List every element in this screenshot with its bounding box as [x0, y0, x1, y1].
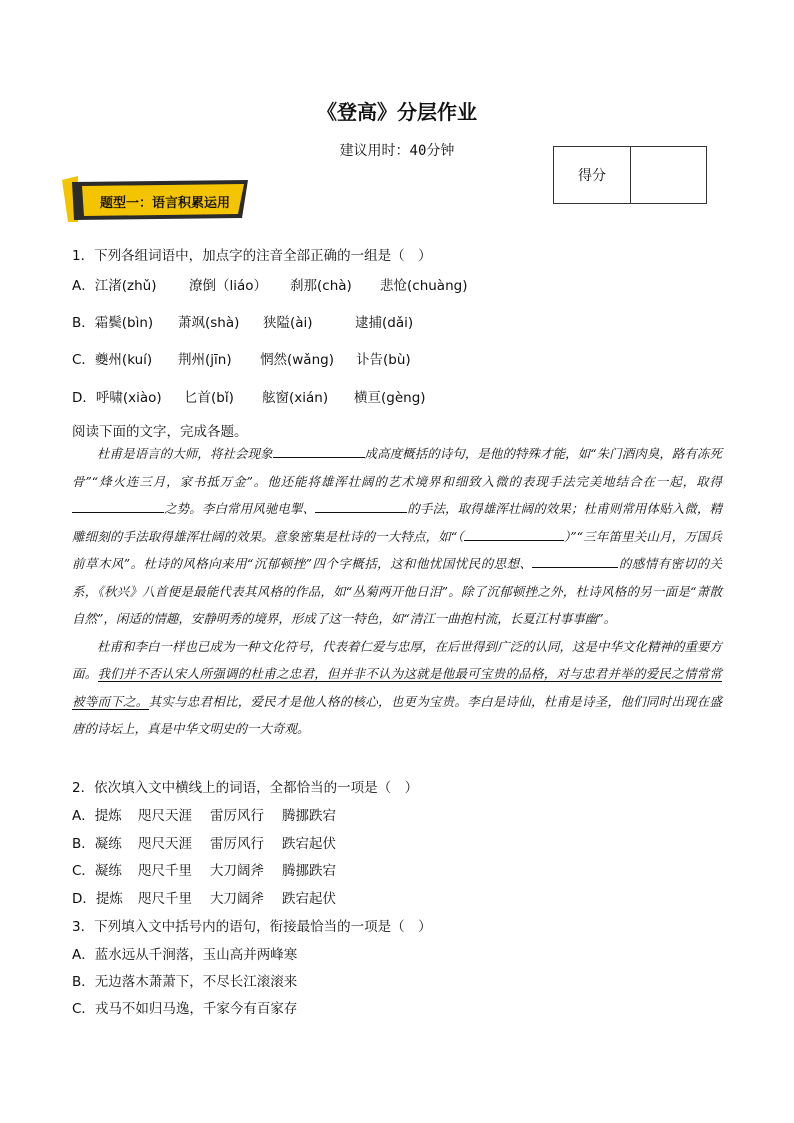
suggested-time: 建议用时：40分钟	[339, 143, 455, 159]
question-2-option-a[interactable]: A．提炼 咫尺天涯 雷厉风行 腾挪跌宕	[72, 808, 336, 824]
blank-3[interactable]	[315, 500, 407, 513]
page-title: 《登高》分层作业	[317, 100, 477, 124]
question-1-option-d[interactable]: D．呼啸(xiào) 匕首(bǐ) 舷窗(xián) 横亘(gèng)	[72, 390, 426, 406]
blank-4[interactable]	[532, 555, 618, 568]
score-box	[553, 146, 707, 204]
question-1-option-c[interactable]: C．夔州(kuí) 荆州(jīn) 惘然(wǎng) 讣告(bù)	[72, 352, 411, 368]
bracket-blank[interactable]	[464, 528, 564, 541]
question-3-option-c[interactable]: C．戎马不如归马逸，千家今有百家存	[72, 1001, 298, 1017]
question-2-option-b[interactable]: B．凝练 咫尺天涯 雷厉风行 跌宕起伏	[72, 836, 336, 852]
question-1-option-a[interactable]: A．江渚(zhǔ) 潦倒（liáo） 刹那(chà) 悲怆(chuàng)	[72, 278, 468, 294]
passage-paragraph-2: 杜甫和李白一样也已成为一种文化符号，代表着仁爱与忠厚，在后世得到广泛的认同，这是中华文化精神的重要方面。我们并不否认宋人所强调的杜甫之忠君，但并非不认为这就是他最可宝贵的品格，对与忠君并举的爱民之情常常被等而下之。其实与忠君相比，爱民才是他人格的核心，也更为宝贵。李白是诗仙，杜甫是诗圣，他们同时出现在盛唐的诗坛上，真是中华文明史的一大奇观。	[72, 638, 723, 736]
score-value-cell[interactable]	[631, 147, 706, 203]
reading-prompt: 阅读下面的文字，完成各题。	[72, 424, 248, 440]
blank-2[interactable]	[72, 500, 164, 513]
score-label: 得分	[554, 147, 631, 203]
question-3-stem: 3．下列填入文中括号内的语句，衔接最恰当的一项是（ ）	[72, 919, 432, 935]
blank-1[interactable]	[273, 445, 365, 458]
question-1-option-b[interactable]: B．霜鬓(bìn) 萧飒(shà) 狭隘(ài) 逮捕(dǎi)	[72, 315, 414, 331]
reading-passage	[72, 440, 722, 743]
question-3-option-b[interactable]: B．无边落木萧萧下，不尽长江滚滚来	[72, 974, 298, 990]
question-2-stem: 2．依次填入文中横线上的词语，全都恰当的一项是（ ）	[72, 780, 419, 796]
question-1-stem: 1．下列各组词语中，加点字的注音全部正确的一组是（ ）	[72, 248, 432, 264]
question-3-option-a[interactable]: A．蓝水远从千涧落，玉山高并两峰寒	[72, 947, 298, 963]
passage-paragraph-1: 杜甫是语言的大师，将社会现象 成高度概括的诗句，是他的特殊才能，如“朱门酒肉臭，路有冻死骨”“烽火连三月，家书抵万金”。他还能将雄浑壮阔的艺术境界和细致入微的表现手法完美地结合在一起，取得之势。李白常用风驰电掣、 的手法，取得雄浑壮阔的效果；杜甫则常用体贴入微，精雕细刻的手法取得雄浑壮阔的效果。意象密集是杜诗的一大特点，如“（ ）”“三年笛里关山月，万国兵前草木风”。杜诗的风格向来用“沉郁顿挫”四个字概括，这和他忧国忧民的思想、 的感情有密切的关系，《秋兴》八首便是最能代表其风格的作品，如“丛菊两开他日泪”。除了沉郁顿挫之外，杜诗风格的另一面是“萧散自然”，闲适的情趣，安静明秀的境界，形成了这一特色，如“清江一曲抱村流，长夏江村事事幽”。	[72, 446, 722, 626]
section-label: 题型一：语言积累运用	[100, 196, 231, 211]
underlined-sentence: 我们并不否认宋人所强调的杜甫之忠君，但并非不认为这就是他最可宝贵的品格，对与忠君并举的爱民之情常常被等而下之。	[72, 666, 722, 709]
question-2-option-c[interactable]: C．凝练 咫尺千里 大刀阔斧 腾挪跌宕	[72, 863, 336, 879]
question-2-option-d[interactable]: D．提炼 咫尺千里 大刀阔斧 跌宕起伏	[72, 891, 336, 907]
